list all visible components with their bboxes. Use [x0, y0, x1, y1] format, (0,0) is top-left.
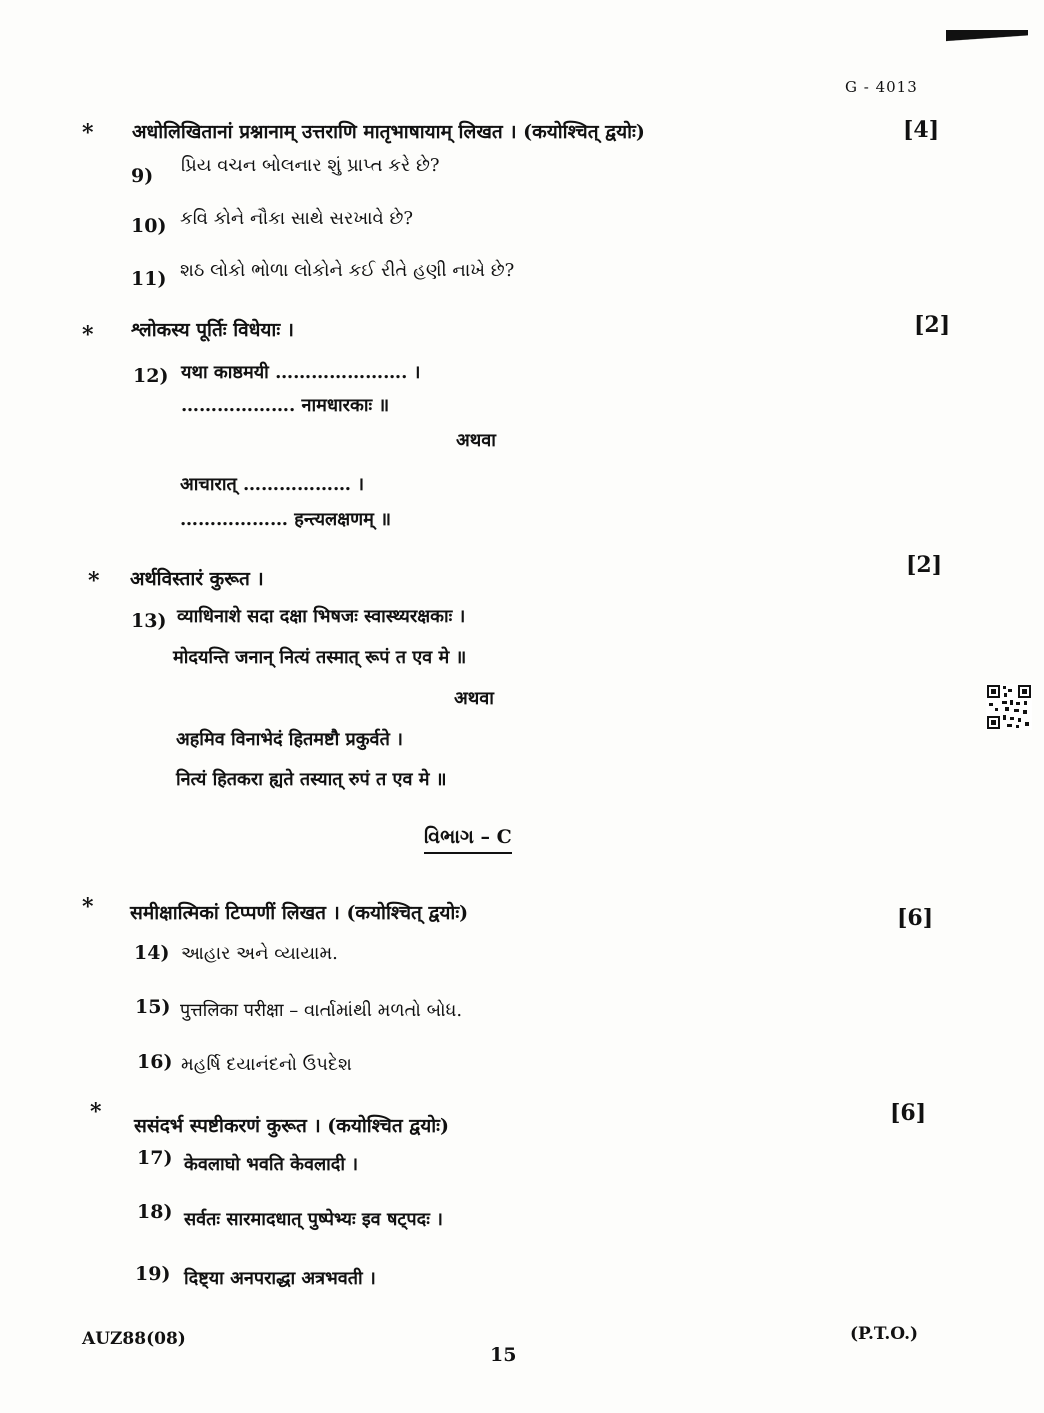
question-text: કવિ કોને નૌકા સાથે સરખાવે છે?	[180, 208, 414, 229]
marks-label: [6]	[897, 905, 934, 931]
bullet-star: *	[90, 1099, 102, 1125]
bullet-star: *	[82, 120, 94, 146]
question-number: 11)	[131, 268, 167, 290]
question-number: 17)	[137, 1147, 173, 1169]
question-text: મહર્ષિ દયાનંદનો ઉપદેશ	[181, 1054, 352, 1075]
question-number: 14)	[134, 942, 170, 964]
verse-line: मोदयन्ति जनान् नित्यं तस्मात् रूपं त एव मे ॥	[173, 647, 467, 668]
pto-label: (P.T.O.)	[850, 1324, 919, 1344]
marks-label: [2]	[914, 312, 951, 338]
section-title: વિભાગ – C	[424, 826, 512, 854]
question-number: 16)	[137, 1051, 173, 1073]
marks-label: [2]	[906, 552, 943, 578]
question-number: 10)	[131, 215, 167, 237]
question-heading: समीक्षात्मिकां टिप्पणीं लिखत । (कयोश्चित् द्वयोः)	[130, 902, 469, 924]
question-text: આહાર અને વ્યાયામ.	[181, 943, 338, 964]
question-text: पुत्तलिका परीक्षा – વાર્તામાંથી મળતો બોધ.	[180, 1000, 463, 1021]
question-number: 12)	[133, 365, 169, 387]
question-heading: अधोलिखितानां प्रश्नानाम् उत्तराणि मातृभाषायाम् लिखत । (कयोश्चित् द्वयोः)	[132, 121, 645, 143]
verse-line: ……………… हन्त्यलक्षणम् ॥	[180, 509, 391, 530]
verse-line: नित्यं हितकरा ह्यते तस्यात् रुपं त एव मे ॥	[176, 769, 447, 790]
question-number: 18)	[137, 1201, 173, 1223]
marks-label: [4]	[903, 117, 940, 143]
page-number: 15	[490, 1344, 517, 1366]
verse-line: यथा काष्ठमयी …………………. ।	[181, 362, 421, 383]
question-number: 19)	[135, 1263, 171, 1285]
verse-line: व्याधिनाशे सदा दक्षा भिषजः स्वास्थ्यरक्षकाः ।	[177, 606, 466, 627]
bullet-star: *	[82, 322, 94, 348]
question-text: सर्वतः सारमादधात् पुष्पेभ्यः इव षट्पदः ।	[184, 1209, 443, 1230]
paper-code: G - 4013	[845, 78, 918, 96]
question-heading: ससंदर्भ स्पष्टीकरणं कुरूत । (कयोश्चित द्वयोः)	[134, 1115, 450, 1137]
question-text: પ્રિય વચન બોલનાર શું પ્રાપ્ત કરે છે?	[181, 155, 440, 176]
qr-code-image	[986, 684, 1032, 730]
or-label: अथवा	[454, 688, 494, 709]
verse-line: आचारात् ……………… ।	[180, 474, 365, 495]
marks-label: [6]	[890, 1100, 927, 1126]
page-corner-mark	[946, 30, 1028, 56]
verse-line: ………………. नामधारकाः ॥	[181, 395, 390, 416]
question-number: 9)	[131, 165, 154, 187]
bullet-star: *	[82, 894, 94, 920]
bullet-star: *	[88, 568, 100, 594]
question-heading: अर्थविस्तारं कुरूत ।	[130, 568, 264, 590]
question-text: दिष्ट्या अनपराद्धा अत्रभवती ।	[184, 1268, 376, 1289]
footer-code: AUZ88(08)	[82, 1329, 186, 1349]
question-heading: श्लोकस्य पूर्तिः विधेयाः ।	[131, 319, 295, 341]
question-number: 15)	[135, 996, 171, 1018]
or-label: अथवा	[456, 430, 496, 451]
question-number: 13)	[131, 610, 167, 632]
verse-line: अहमिव विनाभेदं हितमष्टौ प्रकुर्वते ।	[176, 729, 403, 750]
question-text: શઠ લોકો ભોળા લોકોને કઈ રીતે હણી નાખે છે?	[180, 260, 515, 281]
question-text: केवलाघो भवति केवलादी ।	[184, 1154, 359, 1175]
